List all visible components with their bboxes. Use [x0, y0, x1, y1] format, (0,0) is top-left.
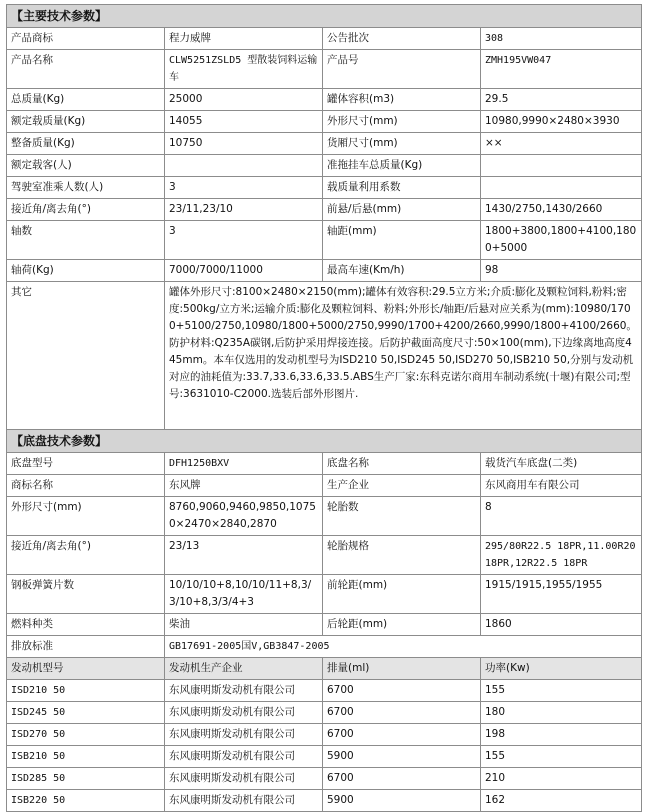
engine-power: 155 [481, 746, 642, 768]
field-label: 钢板弹簧片数 [7, 575, 165, 614]
table-row [7, 453, 642, 475]
table-row [7, 177, 642, 199]
field-label: 公告批次 [323, 28, 481, 50]
engine-displacement: 5900 [323, 746, 481, 768]
engine-displacement: 6700 [323, 768, 481, 790]
spec-sheet [6, 4, 641, 812]
table-row [7, 155, 642, 177]
engine-row [7, 680, 642, 702]
field-label: 后轮距(mm) [323, 614, 481, 636]
field-value: 10/10/10+8,10/10/11+8,3/3/10+8,3/3/4+3 [165, 575, 323, 614]
table-row [7, 89, 642, 111]
table-row [7, 497, 642, 536]
field-label: 轴荷(Kg) [7, 260, 165, 282]
table-row [7, 28, 642, 50]
field-value: 3 [165, 221, 323, 260]
field-value: CLW5251ZSLD5 型散装饲料运输车 [165, 50, 323, 89]
field-value: 程力威牌 [165, 28, 323, 50]
engine-model: ISB210 50 [7, 746, 165, 768]
engine-maker: 东风康明斯发动机有限公司 [165, 746, 323, 768]
field-label: 总质量(Kg) [7, 89, 165, 111]
field-label: 其它 [7, 282, 165, 430]
field-value: ZMH195VW047 [481, 50, 642, 89]
engine-maker: 东风康明斯发动机有限公司 [165, 790, 323, 812]
field-label: 外形尺寸(mm) [323, 111, 481, 133]
field-label: 商标名称 [7, 475, 165, 497]
table-row [7, 475, 642, 497]
engine-model: ISD210 50 [7, 680, 165, 702]
section-header-chassis [7, 430, 642, 453]
column-header: 功率(Kw) [481, 658, 642, 680]
field-label: 载质量利用系数 [323, 177, 481, 199]
engine-row [7, 746, 642, 768]
engine-model: ISD285 50 [7, 768, 165, 790]
field-label: 排放标准 [7, 636, 165, 658]
field-value: 10980,9990×2480×3930 [481, 111, 642, 133]
field-label: 额定载客(人) [7, 155, 165, 177]
table-row [7, 260, 642, 282]
field-label: 前悬/后悬(mm) [323, 199, 481, 221]
table-row [7, 575, 642, 614]
field-value: 29.5 [481, 89, 642, 111]
table-row [7, 536, 642, 575]
engine-displacement: 5900 [323, 790, 481, 812]
field-value: 98 [481, 260, 642, 282]
field-value [481, 177, 642, 199]
field-label: 底盘名称 [323, 453, 481, 475]
field-label: 整备质量(Kg) [7, 133, 165, 155]
engine-power: 198 [481, 724, 642, 746]
field-value: 柴油 [165, 614, 323, 636]
field-label: 轮胎规格 [323, 536, 481, 575]
field-label: 接近角/离去角(°) [7, 536, 165, 575]
field-value: ×× [481, 133, 642, 155]
engine-maker: 东风康明斯发动机有限公司 [165, 768, 323, 790]
field-label: 罐体容积(m3) [323, 89, 481, 111]
engine-power: 180 [481, 702, 642, 724]
field-value: 东风牌 [165, 475, 323, 497]
engine-power: 210 [481, 768, 642, 790]
table-row [7, 614, 642, 636]
engine-displacement: 6700 [323, 680, 481, 702]
column-header: 发动机型号 [7, 658, 165, 680]
engine-row [7, 768, 642, 790]
field-value: 308 [481, 28, 642, 50]
engine-model: ISB220 50 [7, 790, 165, 812]
section-title: 【主要技术参数】 [7, 5, 642, 28]
engine-power: 162 [481, 790, 642, 812]
field-value: 1800+3800,1800+4100,1800+5000 [481, 221, 642, 260]
field-label: 产品商标 [7, 28, 165, 50]
field-value: DFH1250BXV [165, 453, 323, 475]
field-label: 最高车速(Km/h) [323, 260, 481, 282]
column-header: 排量(ml) [323, 658, 481, 680]
engine-displacement: 6700 [323, 702, 481, 724]
engine-row [7, 790, 642, 812]
engine-displacement: 6700 [323, 724, 481, 746]
table-row [7, 133, 642, 155]
field-value: 10750 [165, 133, 323, 155]
field-label: 额定载质量(Kg) [7, 111, 165, 133]
field-value: GB17691-2005国V,GB3847-2005 [165, 636, 642, 658]
field-value: 14055 [165, 111, 323, 133]
field-value: 1915/1915,1955/1955 [481, 575, 642, 614]
field-label: 底盘型号 [7, 453, 165, 475]
column-header: 发动机生产企业 [165, 658, 323, 680]
field-value: 东风商用车有限公司 [481, 475, 642, 497]
engine-maker: 东风康明斯发动机有限公司 [165, 702, 323, 724]
engine-power: 155 [481, 680, 642, 702]
table-row-other [7, 282, 642, 430]
field-value: 295/80R22.5 18PR,11.00R20 18PR,12R22.5 18PR [481, 536, 642, 575]
table-row [7, 636, 642, 658]
other-notes: 罐体外形尺寸:8100×2480×2150(mm);罐体有效容积:29.5立方米;介质:膨化及颗粒饲料,粉料;密度:500kg/立方米;运输介质:膨化及颗粒饲料、粉料;外形长/轴距/后悬对应关系为(mm):10980/1700+5100/2750,10980/1800+5000/2750,9990/1700+4200/2660,9990/1800+4100/2660。防护材料:Q235A碳钢,后防护采用焊接连接。后防护截面高度尺寸:50×100(mm),下边缘离地高度445mm。本车仅选用的发动机型号为ISD210 50,ISD245 50,ISD270 50,ISB210 50,分别与发动机对应的油耗值为:33.7,33.6,33.6,33.5.ABS生产厂家:东科克诺尔商用车制动系统(十堰)有限公司;型号:3631010-C2000.选装后部外形图片. [165, 282, 642, 430]
field-value: 载货汽车底盘(二类) [481, 453, 642, 475]
engine-model: ISD270 50 [7, 724, 165, 746]
field-label: 轮胎数 [323, 497, 481, 536]
field-value: 8760,9060,9460,9850,10750×2470×2840,2870 [165, 497, 323, 536]
engine-row [7, 702, 642, 724]
field-label: 驾驶室准乘人数(人) [7, 177, 165, 199]
section-header-main [7, 5, 642, 28]
section-title: 【底盘技术参数】 [7, 430, 642, 453]
spec-table [6, 4, 642, 812]
field-label: 燃料种类 [7, 614, 165, 636]
engine-table-header [7, 658, 642, 680]
field-label: 货厢尺寸(mm) [323, 133, 481, 155]
field-value [481, 155, 642, 177]
table-row [7, 221, 642, 260]
field-value: 3 [165, 177, 323, 199]
field-label: 接近角/离去角(°) [7, 199, 165, 221]
engine-model: ISD245 50 [7, 702, 165, 724]
field-value: 25000 [165, 89, 323, 111]
field-value: 8 [481, 497, 642, 536]
engine-maker: 东风康明斯发动机有限公司 [165, 680, 323, 702]
field-value: 1430/2750,1430/2660 [481, 199, 642, 221]
field-label: 轴数 [7, 221, 165, 260]
field-label: 产品名称 [7, 50, 165, 89]
engine-maker: 东风康明斯发动机有限公司 [165, 724, 323, 746]
field-value: 23/11,23/10 [165, 199, 323, 221]
field-label: 产品号 [323, 50, 481, 89]
field-label: 准拖挂车总质量(Kg) [323, 155, 481, 177]
field-value [165, 155, 323, 177]
field-label: 外形尺寸(mm) [7, 497, 165, 536]
field-value: 1860 [481, 614, 642, 636]
table-row [7, 50, 642, 89]
field-label: 轴距(mm) [323, 221, 481, 260]
table-row [7, 111, 642, 133]
field-label: 前轮距(mm) [323, 575, 481, 614]
table-row [7, 199, 642, 221]
engine-row [7, 724, 642, 746]
field-value: 7000/7000/11000 [165, 260, 323, 282]
field-label: 生产企业 [323, 475, 481, 497]
field-value: 23/13 [165, 536, 323, 575]
